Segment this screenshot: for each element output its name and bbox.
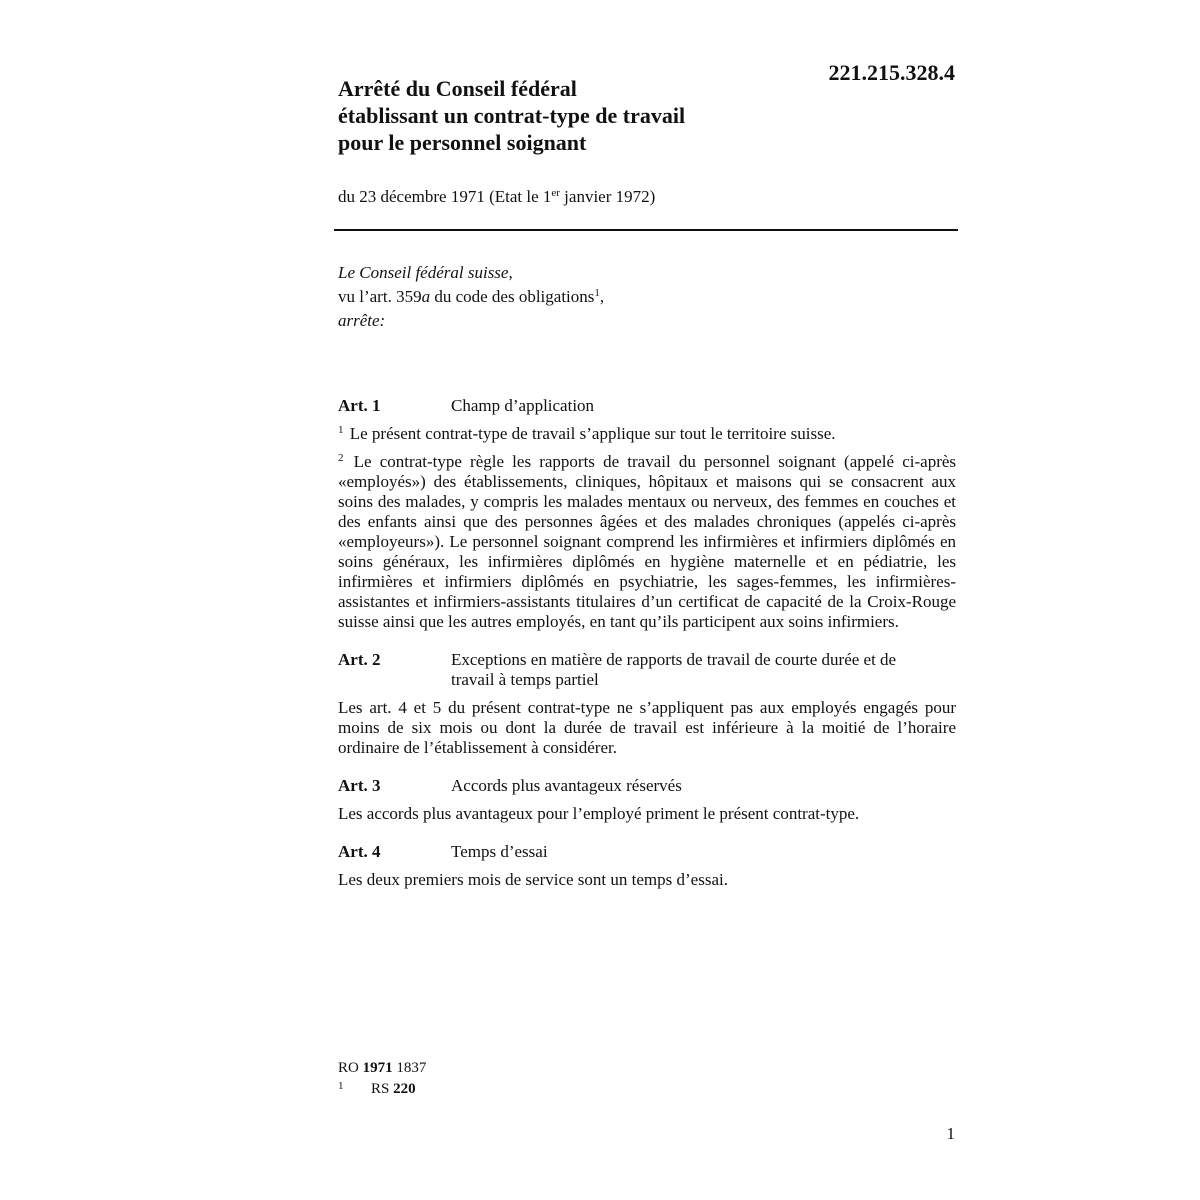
article-number: Art. 2 [338,650,381,669]
article-paragraph [338,424,956,444]
date-suffix: janvier 1972) [559,187,656,206]
ro-year: 1971 [362,1060,393,1076]
article-number: Art. 1 [338,396,381,415]
title-line-1: Arrêté du Conseil fédéral [338,76,577,101]
article-number: Art. 3 [338,776,381,795]
footnote-prefix: RS [371,1081,394,1097]
preamble-basis-b: du code des obligations [430,287,595,306]
header-divider [334,229,958,231]
article-4 [338,842,956,890]
paragraph-text: Les art. 4 et 5 du présent contrat-type ne s’appliquent pas aux employés engagés pour moins de six mois ou dont la durée de travail est inférieure à la moitié de l’horaire ordinaire de l’établissement à considérer. [338,698,956,757]
preamble-basis-a: vu l’art. 359 [338,287,422,306]
article-paragraph [338,870,956,890]
article-title: Temps d’essai [451,842,548,861]
article-title: Exceptions en matière de rapports de travail de courte durée et de travail à temps partiel [451,650,897,689]
ro-reference [338,1058,426,1079]
preamble-basis-end: , [599,287,605,306]
paragraph-text: Les accords plus avantageux pour l’employé priment le présent contrat-type. [338,804,860,823]
article-title: Accords plus avantageux réservés [451,776,682,795]
date-prefix: du 23 décembre 1971 (Etat le 1 [338,187,552,206]
article-heading [338,396,956,416]
article-heading [338,842,956,862]
title-line-3: pour le personnel soignant [338,130,587,155]
doc-number: 221.215.328.4 [828,60,955,85]
article-title: Champ d’application [451,396,595,415]
paragraph-number: 1 [338,424,344,436]
footnote-mark: 1 [338,1080,344,1092]
article-paragraph [338,452,956,632]
footnote-ref[interactable]: 1 [594,287,600,299]
footnote-1 [338,1079,426,1100]
ro-page: 1837 [392,1060,427,1076]
footnote-text [371,1079,416,1100]
title-line-2: établissant un contrat-type de travail [338,103,686,128]
page-number: 1 [946,1124,955,1143]
articles [338,396,956,908]
article-3 [338,776,956,824]
article-2 [338,650,956,758]
article-heading [338,650,956,690]
preamble-basis [338,285,604,309]
paragraph-text: Les deux premiers mois de service sont un temps d’essai. [338,870,728,889]
preamble-authority: Le Conseil fédéral suisse, [338,263,513,282]
article-1 [338,396,956,632]
preamble-basis-italic: a [421,287,431,306]
date-line [338,187,655,207]
ro-prefix: RO [338,1060,363,1076]
preamble-decree: arrête: [338,311,386,330]
footnotes [338,1058,426,1100]
document-title [338,75,778,156]
footnote-value: 220 [393,1081,416,1097]
article-paragraph [338,804,956,824]
article-heading [338,776,956,796]
preamble [338,261,604,333]
article-number: Art. 4 [338,842,381,861]
paragraph-text: Le présent contrat-type de travail s’applique sur tout le territoire suisse. [349,424,836,443]
article-paragraph [338,698,956,758]
paragraph-number: 2 [338,452,344,464]
date-sup: er [551,187,560,199]
paragraph-text: Le contrat-type règle les rapports de travail du personnel soignant (appelé ci-après «employés») des établissements, cliniques, hôpitaux et maisons qui se consacrent aux soins des malades, y compris les malades mentaux ou nerveux, des femmes en couches et des enfants ainsi que des personnes âgées et des malades chroniques (appelés ci-après «employeurs»). Le personnel soignant comprend les infirmières et infirmiers diplômés en soins généraux, les infirmières diplômés en hygiène maternelle et en pédiatrie, les infirmières et infirmiers diplômés en psychiatrie, les sages-femmes, les infirmières-assistantes et infirmiers-assistants titulaires d’un certificat de capacité de la Croix-Rouge suisse ainsi que les autres employés, en tant qu’ils participent aux soins infirmiers. [338,452,957,631]
